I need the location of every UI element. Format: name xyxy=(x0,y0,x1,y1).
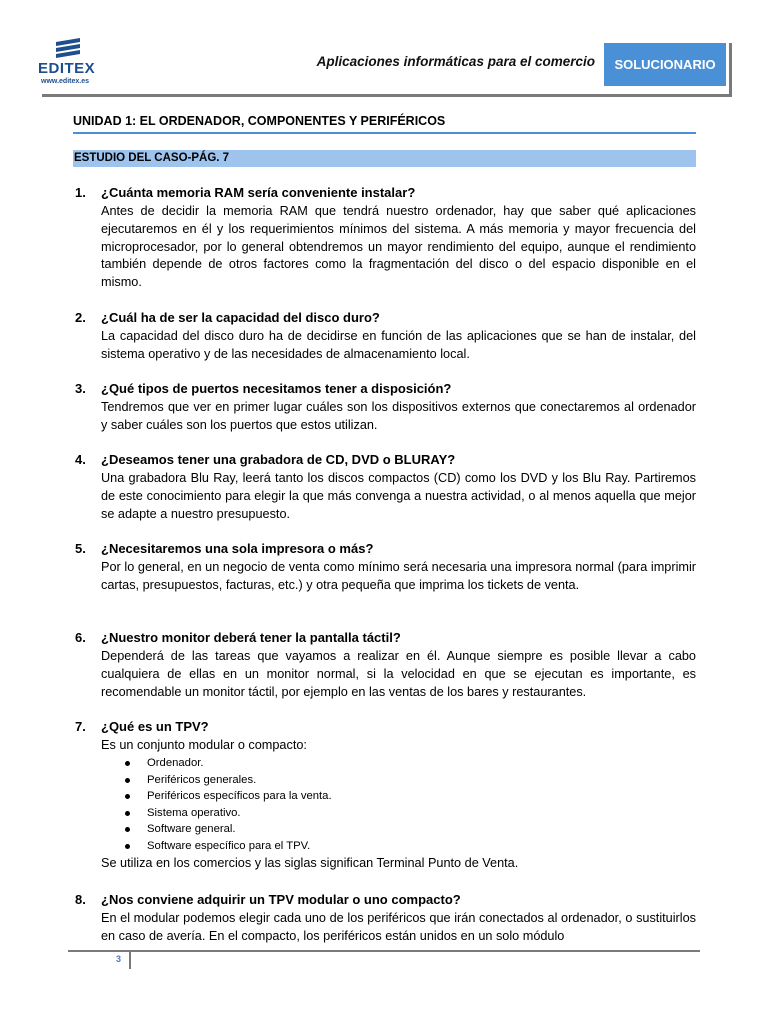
unit-title-underline xyxy=(73,132,696,134)
list-item-text: Sistema operativo. xyxy=(147,806,241,819)
question-answer: Por lo general, en un negocio de venta como mínimo será necesaria una impresora normal (para imprimir cartas, presupuestos, facturas, etc.) y otra pequeña que imprima los tickets de venta. xyxy=(101,560,696,592)
bullet-icon xyxy=(125,794,130,799)
list-item xyxy=(121,805,332,822)
solucionario-badge: SOLUCIONARIO xyxy=(604,43,726,86)
question-number: 4. xyxy=(75,452,86,467)
list-item-text: Software general. xyxy=(147,823,236,836)
list-item xyxy=(121,755,332,772)
list-item-text: Ordenador. xyxy=(147,757,204,769)
question-answer: Es un conjunto modular o compacto: xyxy=(101,738,307,752)
editex-logo xyxy=(38,38,108,88)
logo-text: EDITEX xyxy=(38,60,96,77)
question-title: ¿Qué tipos de puertos necesitamos tener a disposición? xyxy=(101,381,452,396)
question-number: 6. xyxy=(75,630,86,645)
question-number: 7. xyxy=(75,719,86,734)
bullet-icon xyxy=(125,844,130,849)
question-title: ¿Nuestro monitor deberá tener la pantalla táctil? xyxy=(101,630,401,645)
header-title: Aplicaciones informáticas para el comercio xyxy=(316,54,595,69)
question-number: 2. xyxy=(75,310,86,325)
list-item-text: Software específico para el TPV. xyxy=(147,839,311,852)
question-title: ¿Cuánta memoria RAM sería conveniente instalar? xyxy=(101,185,416,200)
question-number: 1. xyxy=(75,185,86,200)
bullet-icon xyxy=(125,827,130,832)
question-answer: Tendremos que ver en primer lugar cuáles son los dispositivos externos que conectaremos al ordenador y saber cuáles son los puertos que estos utilizan. xyxy=(101,400,696,432)
question-answer: La capacidad del disco duro ha de decidirse en función de las aplicaciones que se han de instalar, del sistema operativo y de las necesidades de almacenamiento local. xyxy=(101,329,696,361)
list-item xyxy=(121,772,332,789)
page-number: 3 xyxy=(116,954,122,964)
question-answer: Antes de decidir la memoria RAM que tendrá nuestro ordenador, hay que saber qué aplicaciones ejecutaremos en él y los requerimientos mínimos del sistema. A más memoria y mayor frecuencia del microprocesador, por lo general obtendremos un mayor rendimiento del equipo, aunque el rendimiento también depende de otros factores como la fragmentación del disco o del espacio disponible en el mismo. xyxy=(101,204,696,290)
bullet-icon xyxy=(125,778,130,783)
logo-url: www.editex.es xyxy=(41,78,89,85)
question-title: ¿Qué es un TPV? xyxy=(101,719,209,734)
unit-title: UNIDAD 1: EL ORDENADOR, COMPONENTES Y PERIFÉRICOS xyxy=(73,114,446,128)
footer-divider xyxy=(68,950,700,952)
question-answer-conclusion: Se utiliza en los comercios y las siglas significan Terminal Punto de Venta. xyxy=(101,856,519,870)
bullet-icon xyxy=(125,761,130,766)
footer-vertical-divider xyxy=(129,950,131,969)
question-answer: Dependerá de las tareas que vayamos a realizar en él. Aunque siempre es posible llevar a cabo cualquiera de ellas en un monitor normal, si la velocidad en que se ejecutan es importante, es recomendable un monitor táctil, por ejemplo en las ventas de los bares y restaurantes. xyxy=(101,649,696,699)
header-vertical-divider xyxy=(729,43,732,97)
header-divider xyxy=(42,94,732,97)
logo-mark-icon xyxy=(38,38,98,62)
question-title: ¿Deseamos tener una grabadora de CD, DVD o BLURAY? xyxy=(101,452,456,467)
list-item xyxy=(121,788,332,805)
question-title: ¿Necesitaremos una sola impresora o más? xyxy=(101,541,374,556)
question-number: 8. xyxy=(75,892,86,907)
question-number: 5. xyxy=(75,541,86,556)
tpv-components-list xyxy=(121,755,332,855)
list-item xyxy=(121,838,332,855)
bullet-icon xyxy=(125,811,130,816)
question-title: ¿Nos conviene adquirir un TPV modular o uno compacto? xyxy=(101,892,461,907)
list-item xyxy=(121,821,332,838)
list-item-text: Periféricos específicos para la venta. xyxy=(147,790,332,803)
section-heading: ESTUDIO DEL CASO-PÁG. 7 xyxy=(73,150,696,167)
question-answer: Una grabadora Blu Ray, leerá tanto los discos compactos (CD) como los DVD y los Blu Ray. Partiremos de este conocimiento para elegir la que más convenga a nuestra actividad, o al menos aquella que mejor se adapte a nuestro presupuesto. xyxy=(101,471,696,521)
question-title: ¿Cuál ha de ser la capacidad del disco duro? xyxy=(101,310,380,325)
list-item-text: Periféricos generales. xyxy=(147,773,257,786)
question-number: 3. xyxy=(75,381,86,396)
question-answer: En el modular podemos elegir cada uno de los periféricos que irán conectados al ordenador, o sustituirlos en caso de avería. En el compacto, los periféricos están unidos en un solo módulo xyxy=(101,911,696,943)
